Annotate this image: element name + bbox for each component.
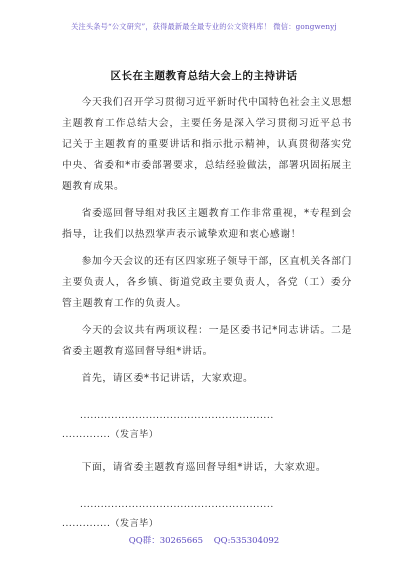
- speech-placeholder-dots: ........................................................: [80, 500, 274, 510]
- spacer: [62, 395, 352, 407]
- paragraph-second-speaker: 下面，请省委主题教育巡回督导组*讲话，大家欢迎。: [81, 462, 327, 473]
- document-title: 区长在主题教育总结大会上的主持讲话: [110, 70, 298, 82]
- speech-end-marker: ..............（发言毕）: [62, 430, 159, 440]
- promo-header: 关注头条号“公文研究”，获得最新最全最专业的公文资料库！ 微信：gongwenyj: [71, 22, 337, 31]
- speech-end-marker: ..............（发言毕）: [62, 519, 159, 529]
- paragraph-agenda: 今天的会议共有两项议程：一是区委书记*同志讲话。二是省委主题教育巡回督导组*讲话。: [62, 325, 352, 357]
- document-body: [62, 92, 352, 534]
- qq-group-text: QQ群：30265665: [128, 536, 203, 546]
- paragraph-welcome: 省委巡回督导组对我区主题教育工作非常重视，*专程到会指导，让我们以热烈掌声表示诚挚欢迎和衷心感谢！: [62, 208, 352, 240]
- spacer: [62, 445, 352, 457]
- paragraph-attendees: 参加今天会议的还有区四家班子领导干部，区直机关各部门主要负责人，各乡镇、街道党政主要负责人，各党（工）委分管主题教育工作的负责人。: [62, 256, 352, 309]
- spacer: [62, 484, 352, 496]
- paragraph-opening: 今天我们召开学习贯彻习近平新时代中国特色社会主义思想主题教育工作总结大会，主要任务是深入学习贯彻习近平总书记关于主题教育的重要讲话和指示批示精神，认真贯彻落实党中央、省委和*市委部署要求，总结经验做法，部署巩固拓展主题教育成果。: [62, 97, 352, 192]
- speech-placeholder-dots: ........................................................: [80, 411, 274, 421]
- paragraph-first-speaker: 首先，请区委*书记讲话，大家欢迎。: [81, 373, 254, 384]
- qq-text: QQ:535304092: [213, 536, 280, 546]
- contact-footer: [0, 534, 408, 546]
